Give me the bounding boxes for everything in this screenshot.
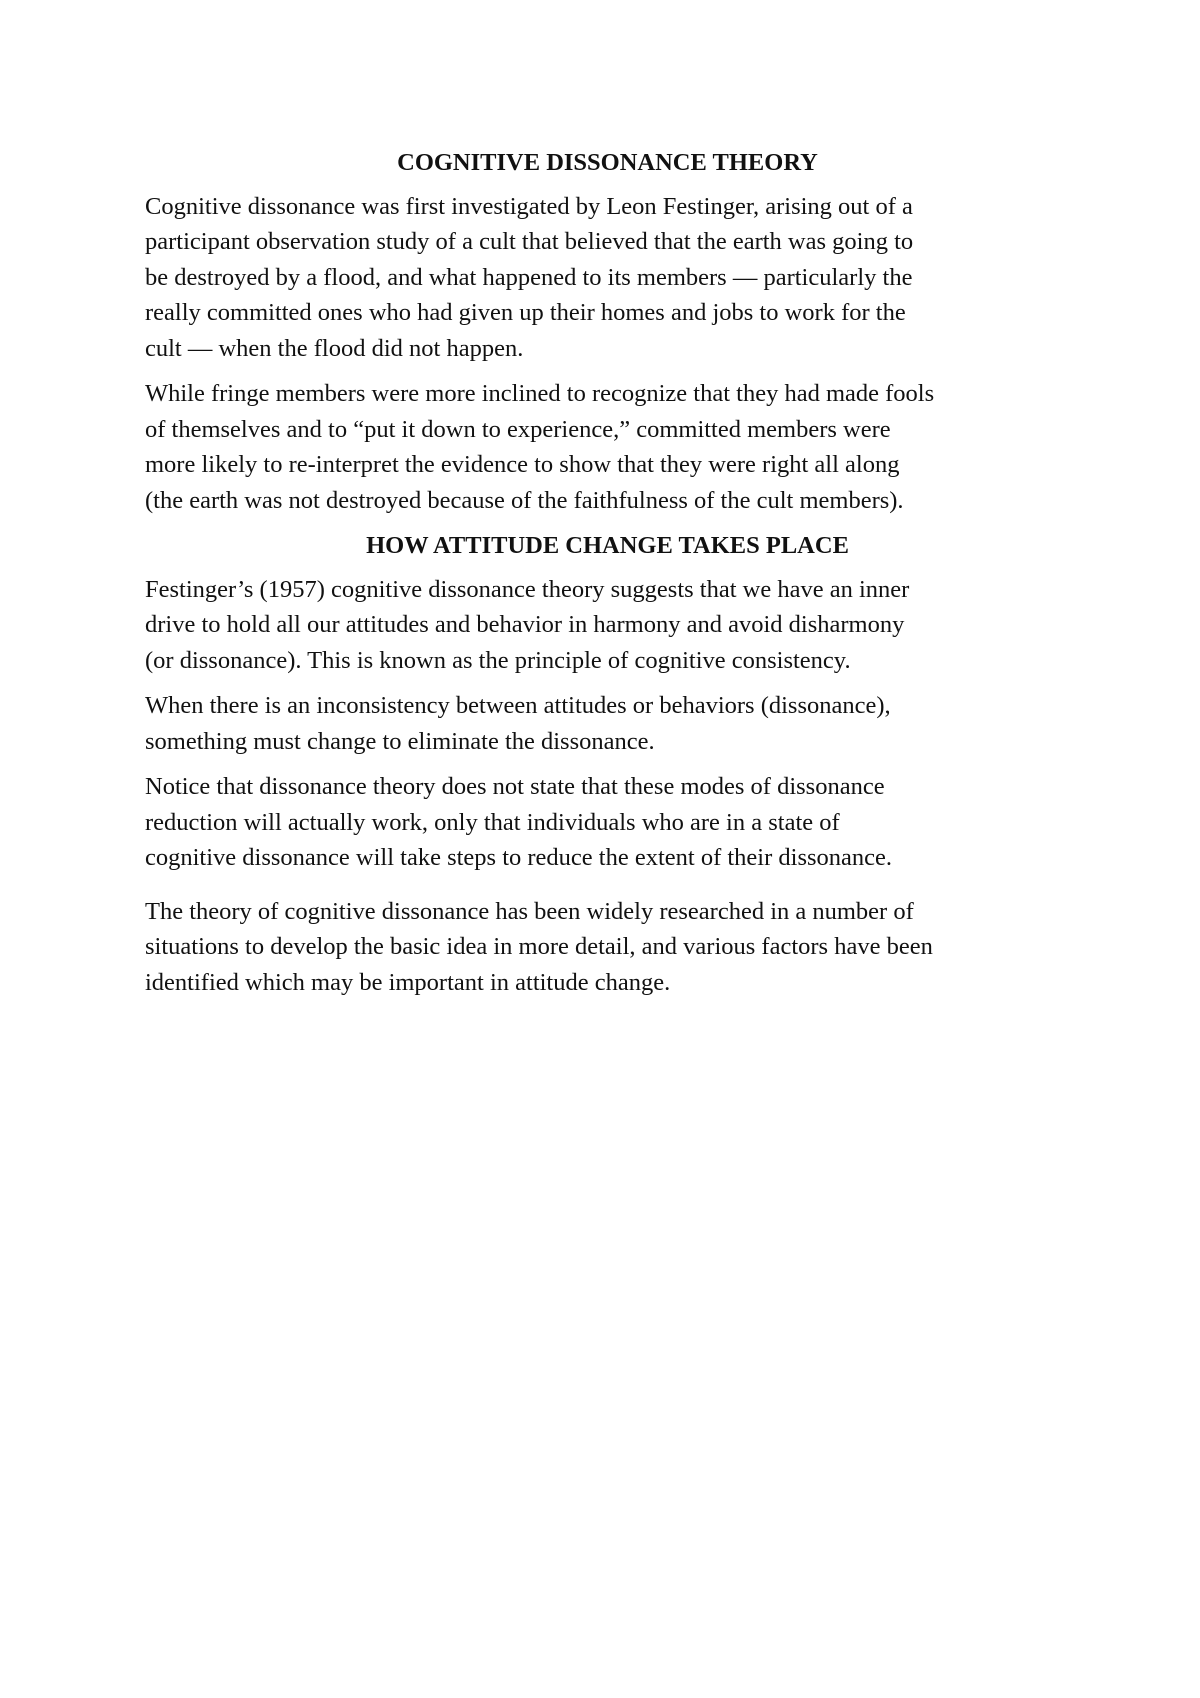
paragraph-dissonance-reduction: Notice that dissonance theory does not state that these modes of dissonance reduction will actually work, only that individuals who are in a state of cognitive dissonance will take steps to reduce the extent of their dissonance. — [145, 773, 893, 871]
paragraph-festinger-origin: Cognitive dissonance was first investigated by Leon Festinger, arising out of a participant observation study of a cult that believed that the earth was going to be destroyed by a flood, and what happened to its members — particularly the really committed ones who had given up their homes and jobs to work for the cult — when the flood did not happen. — [145, 192, 914, 362]
paragraph-fringe-members: While fringe members were more inclined to recognize that they had made fools of themselves and to “put it down to experience,” committed members were more likely to re-interpret the evidence to show that they were right all along (the earth was not destroyed because of the faithfulness of the cult members). — [145, 380, 935, 514]
paragraph-cognitive-consistency: Festinger’s (1957) cognitive dissonance theory suggests that we have an inner drive to hold all our attitudes and behavior in harmony and avoid disharmony (or dissonance). This is known as the principle of cognitive consistency. — [145, 575, 910, 674]
document-title: COGNITIVE DISSONANCE THEORY — [397, 149, 818, 176]
document-page — [145, 145, 1070, 1010]
paragraph-research: The theory of cognitive dissonance has been widely researched in a number of situations to develop the basic idea in more detail, and various factors have been identified which may be important in attitude change. — [145, 897, 933, 996]
section-heading: HOW ATTITUDE CHANGE TAKES PLACE — [366, 532, 849, 559]
paragraph-inconsistency: When there is an inconsistency between attitudes or behaviors (dissonance), something must change to eliminate the dissonance. — [145, 692, 891, 755]
